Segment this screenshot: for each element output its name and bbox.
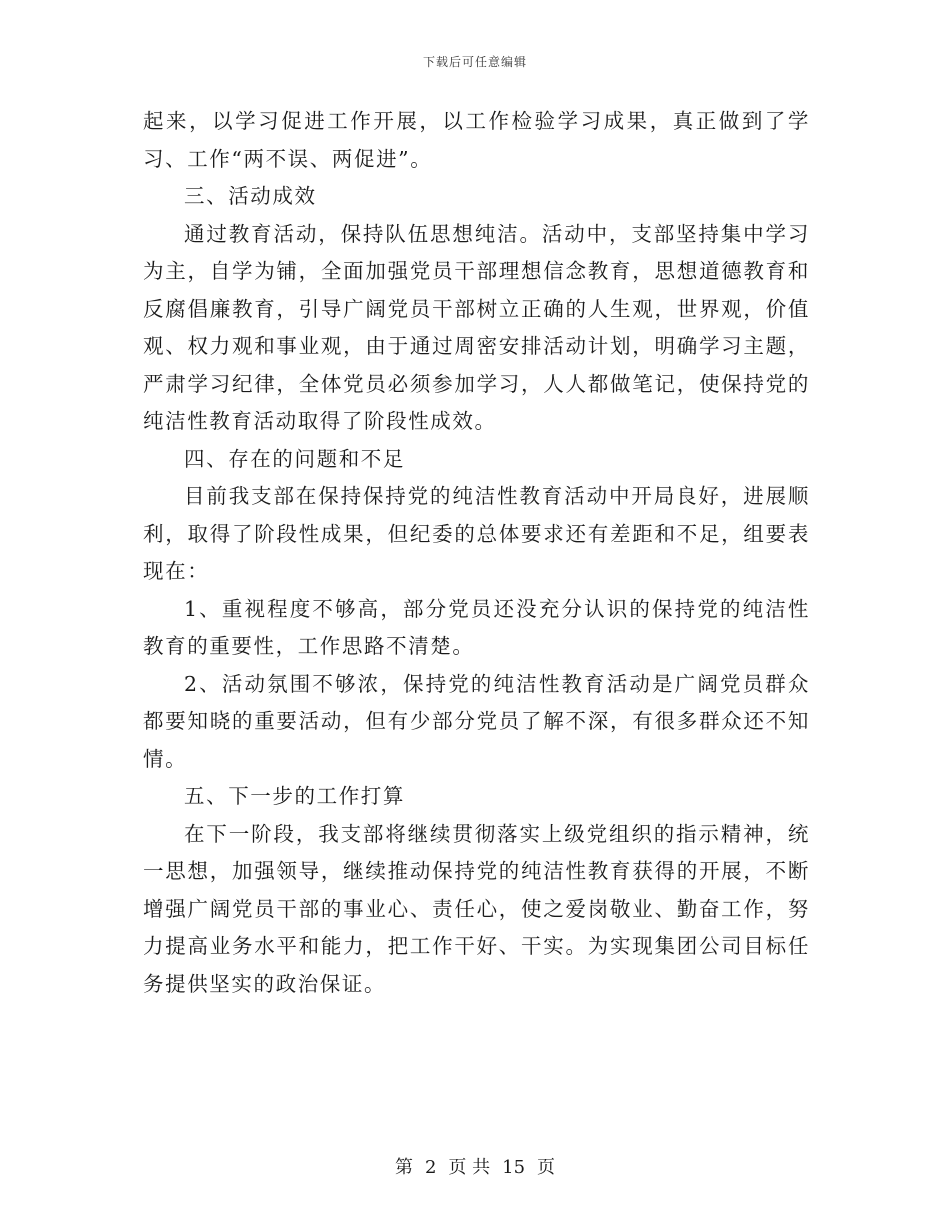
footer-middle: 页 共: [448, 1157, 491, 1178]
section-heading-results: 三、活动成效: [184, 184, 317, 208]
footer-total-pages: 15: [502, 1157, 526, 1178]
page-footer: [0, 1153, 950, 1179]
footer-prefix: 第: [394, 1157, 413, 1178]
paragraph-problem-2: 2、活动氛围不够浓，保持党的纯洁性教育活动是广阔党员群众都要知晓的重要活动，但有少部分党员了解不深，有很多群众还不知情。: [143, 671, 810, 771]
footer-suffix: 页: [537, 1157, 556, 1178]
header-note: 下载后可任意编辑: [422, 55, 527, 69]
paragraph-problems-intro: 目前我支部在保持保持党的纯洁性教育活动中开局良好，进展顺利，取得了阶段性成果，但纪委的总体要求还有差距和不足，组要表现在：: [143, 484, 810, 583]
footer-page-number: 2: [424, 1157, 437, 1178]
paragraph-next-steps: 在下一阶段，我支部将继续贯彻落实上级党组织的指示精神，统一思想，加强领导，继续推动保持党的纯洁性教育获得的开展，不断增强广阔党员干部的事业心、责任心，使之爱岗敬业、勤奋工作，努力提高业务水平和能力，把工作干好、干实。为实现集团公司目标任务提供坚实的政治保证。: [143, 821, 810, 996]
paragraph-continuation: 起来，以学习促进工作开展，以工作检验学习成果，真正做到了学习、工作“两不误、两促进”。: [143, 109, 810, 171]
paragraph-results: 通过教育活动，保持队伍思想纯洁。活动中，支部坚持集中学习为主，自学为铺，全面加强党员干部理想信念教育，思想道德教育和反腐倡廉教育，引导广阔党员干部树立正确的人生观，世界观，价值观、权力观和事业观，由于通过周密安排活动计划，明确学习主题，严肃学习纪律，全体党员必须参加学习，人人都做笔记，使保持党的纯洁性教育活动取得了阶段性成效。: [143, 221, 810, 433]
section-heading-problems: 四、存在的问题和不足: [184, 446, 405, 471]
paragraph-problem-1: 1、重视程度不够高，部分党员还没充分认识的保持党的纯洁性教育的重要性，工作思路不清楚。: [143, 596, 810, 658]
section-heading-next-steps: 五、下一步的工作打算: [184, 784, 405, 808]
document-body: [143, 103, 810, 1003]
